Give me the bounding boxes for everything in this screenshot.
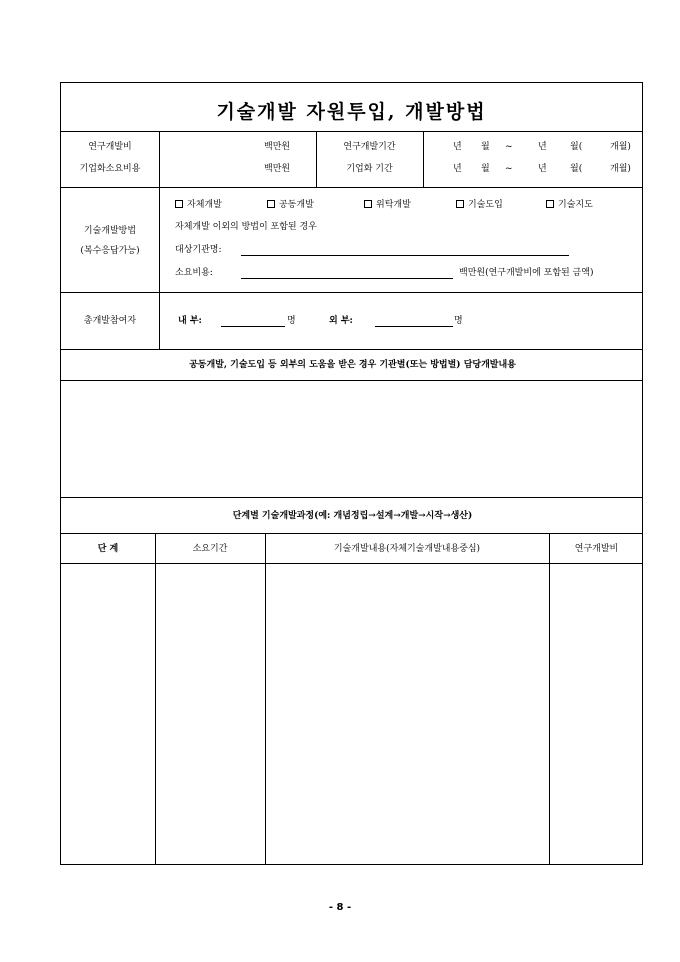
period-months-total: 개월) bbox=[610, 142, 631, 152]
other-method-note: 자체개발 이외의 방법이 포함된 경우 bbox=[175, 222, 317, 232]
period-month-end: 월( bbox=[570, 164, 583, 174]
method-row bbox=[61, 188, 642, 293]
column-duration: 소요기간 bbox=[192, 544, 228, 554]
target-org-label: 대상기관명: bbox=[175, 245, 222, 255]
form-title: 기술개발 자원투입, 개발방법 bbox=[216, 101, 487, 123]
cost-cell[interactable] bbox=[550, 564, 642, 864]
stages-column-header bbox=[61, 534, 642, 564]
period-year: 년 bbox=[453, 164, 462, 174]
joint-header: 공동개발, 기술도입 등 외부의 도움을 받은 경우 기관별(또는 방법별) 담당개발내용 bbox=[189, 360, 516, 370]
participants-row bbox=[61, 293, 642, 350]
method-option-inhouse[interactable]: 자체개발 bbox=[175, 199, 222, 211]
column-stage: 단 계 bbox=[97, 544, 119, 554]
period-year-end: 년 bbox=[538, 164, 547, 174]
period-month: 월 bbox=[481, 164, 490, 174]
method-sublabel: (복수응답가능) bbox=[80, 246, 140, 256]
internal-label: 내 부: bbox=[178, 316, 202, 326]
external-unit: 명 bbox=[454, 316, 463, 326]
stage-cell[interactable] bbox=[61, 564, 155, 864]
internal-count-field[interactable] bbox=[221, 326, 285, 327]
checkbox-icon[interactable] bbox=[175, 200, 183, 208]
cost-period-row bbox=[61, 132, 642, 188]
target-org-field[interactable] bbox=[241, 255, 569, 256]
method-option-outsourced[interactable]: 위탁개발 bbox=[364, 199, 411, 211]
period-month: 월 bbox=[481, 142, 490, 152]
method-option-guidance[interactable]: 기술지도 bbox=[546, 199, 593, 211]
period-months-total: 개월) bbox=[610, 164, 631, 174]
commercial-cost-label: 기업화소요비용 bbox=[79, 164, 141, 174]
research-cost-label: 연구개발비 bbox=[88, 142, 132, 152]
method-option-joint[interactable]: 공동개발 bbox=[267, 199, 314, 211]
checkbox-icon[interactable] bbox=[364, 200, 372, 208]
period-tilde: ~ bbox=[505, 164, 513, 174]
method-option-import[interactable]: 기술도입 bbox=[456, 199, 503, 211]
tech-development-form bbox=[60, 82, 643, 865]
period-tilde: ~ bbox=[505, 142, 513, 152]
research-period-label: 연구개발기간 bbox=[343, 142, 396, 152]
commercial-cost-unit: 백만원 bbox=[264, 164, 291, 174]
checkbox-icon[interactable] bbox=[546, 200, 554, 208]
participants-label: 총개발참여자 bbox=[83, 316, 137, 326]
period-year-end: 년 bbox=[538, 142, 547, 152]
period-year: 년 bbox=[453, 142, 462, 152]
commercial-period-label: 기업화 기간 bbox=[346, 164, 393, 174]
content-cell[interactable] bbox=[266, 564, 549, 864]
duration-cell[interactable] bbox=[156, 564, 265, 864]
research-cost-unit: 백만원 bbox=[264, 142, 291, 152]
cost-unit-note: 백만원(연구개발비에 포함된 금액) bbox=[459, 268, 594, 278]
joint-content-area[interactable] bbox=[61, 381, 642, 498]
internal-unit: 명 bbox=[287, 316, 296, 326]
cost-field[interactable] bbox=[241, 278, 453, 279]
cost-label: 소요비용: bbox=[175, 268, 213, 278]
column-cost: 연구개발비 bbox=[574, 544, 619, 554]
joint-header-row bbox=[61, 350, 642, 381]
title-row bbox=[61, 83, 642, 132]
external-label: 외 부: bbox=[329, 316, 353, 326]
method-label: 기술개발방법 bbox=[83, 226, 137, 236]
stages-header-row bbox=[61, 498, 642, 534]
external-count-field[interactable] bbox=[375, 326, 453, 327]
column-content: 기술개발내용(자체기술개발내용중심) bbox=[333, 544, 481, 554]
checkbox-icon[interactable] bbox=[456, 200, 464, 208]
checkbox-icon[interactable] bbox=[267, 200, 275, 208]
stages-header: 단계별 기술개발과정(예: 개념정립→설계→개발→시작→생산) bbox=[232, 511, 473, 521]
period-month-end: 월( bbox=[570, 142, 583, 152]
page-number: - 8 - bbox=[328, 902, 352, 913]
